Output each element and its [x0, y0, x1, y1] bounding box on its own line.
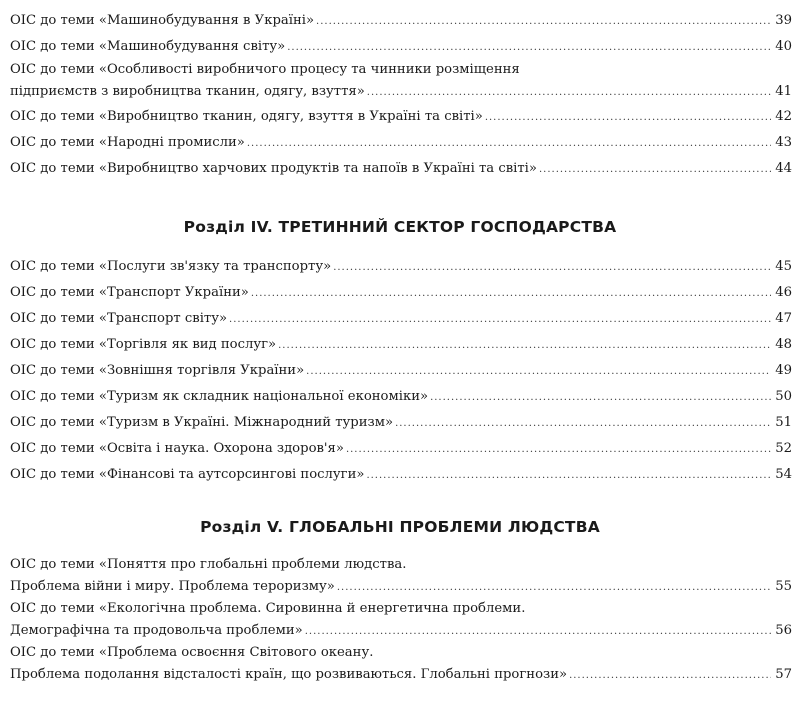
toc-page-number: 48 [775, 337, 792, 352]
toc-entry-title: ОІС до теми «Транспорт України» [10, 285, 249, 300]
toc-entry-title: ОІС до теми «Туризм як складник національної економіки» [10, 389, 429, 404]
toc-entry[interactable] [10, 104, 792, 130]
toc-group-global-problems [10, 555, 792, 687]
toc-entry[interactable] [10, 34, 792, 60]
toc-entry-title-line1: ОІС до теми «Поняття про глобальні проблеми людства. [10, 557, 407, 572]
toc-page-number: 43 [775, 135, 792, 150]
toc-entry-title-line2: Демографічна та продовольча проблеми» [10, 623, 303, 638]
toc-page-number: 55 [775, 579, 792, 594]
toc-page-number: 47 [775, 311, 792, 326]
section-heading-5: Розділ V. ГЛОБАЛЬНІ ПРОБЛЕМИ ЛЮДСТВА [200, 518, 600, 536]
toc-entry[interactable] [10, 599, 792, 643]
dot-leader [569, 664, 771, 688]
toc-entry[interactable] [10, 410, 792, 436]
dot-leader [229, 307, 771, 333]
dot-leader [337, 576, 771, 600]
toc-entry[interactable] [10, 358, 792, 384]
toc-page-number: 57 [775, 667, 792, 682]
toc-entry-title: ОІС до теми «Послуги зв'язку та транспорту» [10, 259, 332, 274]
toc-entry-title: ОІС до теми «Туризм в Україні. Міжнародний туризм» [10, 415, 394, 430]
toc-entry-title: ОІС до теми «Освіта і наука. Охорона здоров'я» [10, 441, 344, 456]
toc-page-number: 51 [775, 415, 792, 430]
toc-entry-title-line1: ОІС до теми «Проблема освоєння Світового океану. [10, 645, 374, 660]
toc-page-number: 56 [775, 623, 792, 638]
toc-entry-title: ОІС до теми «Фінансові та аутсорсингові послуги» [10, 467, 365, 482]
dot-leader [305, 620, 771, 644]
dot-leader [367, 81, 771, 105]
toc-page-number: 49 [775, 363, 792, 378]
dot-leader [333, 255, 771, 281]
toc-entry-title-line1: ОІС до теми «Екологічна проблема. Сировинна й енергетична проблеми. [10, 601, 526, 616]
toc-entry-title-line2: Проблема війни і миру. Проблема тероризму» [10, 579, 335, 594]
dot-leader [306, 359, 771, 385]
toc-entry[interactable] [10, 156, 792, 182]
toc-entry[interactable] [10, 254, 792, 280]
section-heading-4: Розділ IV. ТРЕТИННИЙ СЕКТОР ГОСПОДАРСТВА [183, 218, 617, 236]
toc-page-number: 45 [775, 259, 792, 274]
toc-entry[interactable] [10, 306, 792, 332]
toc-page-number: 39 [775, 13, 792, 28]
toc-entry[interactable] [10, 643, 792, 687]
dot-leader [287, 35, 771, 61]
toc-entry-title: ОІС до теми «Транспорт світу» [10, 311, 228, 326]
toc-entry[interactable] [10, 130, 792, 156]
dot-leader [539, 157, 771, 183]
toc-page-number: 52 [775, 441, 792, 456]
toc-entry[interactable] [10, 332, 792, 358]
dot-leader [430, 385, 771, 411]
toc-entry-title: ОІС до теми «Торгівля як вид послуг» [10, 337, 277, 352]
toc-entry-title: ОІС до теми «Виробництво тканин, одягу, взуття в Україні та світі» [10, 109, 483, 124]
toc-entry[interactable] [10, 280, 792, 306]
dot-leader [251, 281, 771, 307]
toc-entry-title: ОІС до теми «Машинобудування в Україні» [10, 13, 315, 28]
dot-leader [278, 333, 771, 359]
toc-page-number: 40 [775, 39, 792, 54]
dot-leader [485, 105, 771, 131]
toc-group-industry [10, 8, 792, 182]
toc-page-number: 50 [775, 389, 792, 404]
toc-entry-title: ОІС до теми «Виробництво харчових продуктів та напоїв в Україні та світі» [10, 161, 537, 176]
toc-entry-title: ОІС до теми «Зовнішня торгівля України» [10, 363, 305, 378]
toc-entry-title-line1: ОІС до теми «Особливості виробничого процесу та чинники розміщення [10, 62, 520, 77]
toc-page-number: 42 [775, 109, 792, 124]
toc-page-number: 46 [775, 285, 792, 300]
toc-entry-title: ОІС до теми «Машинобудування світу» [10, 39, 286, 54]
toc-entry[interactable] [10, 436, 792, 462]
dot-leader [366, 463, 771, 489]
toc-page-number: 41 [775, 84, 792, 99]
toc-entry-title-line2: Проблема подолання відсталості країн, що розвиваються. Глобальні прогнози» [10, 667, 568, 682]
toc-entry[interactable] [10, 8, 792, 34]
toc-entry[interactable] [10, 384, 792, 410]
dot-leader [346, 437, 771, 463]
dot-leader [395, 411, 771, 437]
toc-page-number: 44 [775, 161, 792, 176]
toc-entry-title: ОІС до теми «Народні промисли» [10, 135, 245, 150]
toc-group-tertiary-sector [10, 254, 792, 488]
toc-entry-title-line2: підприємств з виробництва тканин, одягу, взуття» [10, 84, 365, 99]
dot-leader [247, 131, 771, 157]
toc-entry[interactable] [10, 60, 792, 104]
toc-page-number: 54 [775, 467, 792, 482]
dot-leader [316, 9, 771, 35]
toc-entry[interactable] [10, 555, 792, 599]
toc-entry[interactable] [10, 462, 792, 488]
